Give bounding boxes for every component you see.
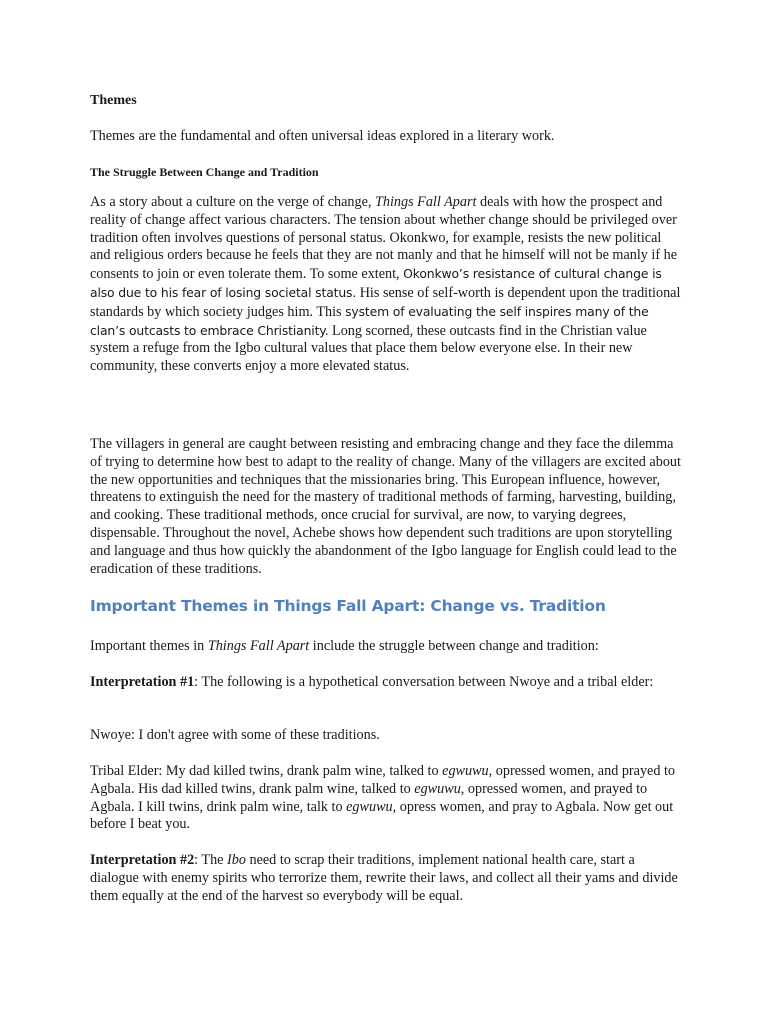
p1-text-f: Long scorned, these outcasts find in the Christian value system a refuge from the Igbo cultural values that place them below everyone else. In their new community, these converts enjoy a more elevated status. xyxy=(90,322,647,375)
elder-text-c: , opressed women, and prayed to Agbala. I kill twins, drink palm wine, talk to xyxy=(90,780,648,815)
themes-intro: Themes are the fundamental and often universal ideas explored in a literary work. xyxy=(90,128,555,144)
novel-title: Things Fall Apart xyxy=(207,638,310,654)
important-themes-heading: Important Themes in Things Fall Apart: Change vs. Tradition xyxy=(90,597,606,615)
change-tradition-paragraph-1 xyxy=(90,194,685,376)
interpretation-2 xyxy=(90,852,685,905)
interpretation-1-text: : The following is a hypothetical conversation between Nwoye and a tribal elder: xyxy=(194,674,654,690)
important-themes-intro xyxy=(90,638,685,656)
p1-text-a: As a story about a culture on the verge of change, xyxy=(90,194,375,210)
ibo-term: Ibo xyxy=(227,852,246,868)
interpretation-2-text-b: need to scrap their traditions, implement national health care, start a dialogue with enemy spirits who terrorize them, rewrite their laws, and collect all their yams and divide them equally at the end of the harvest so everybody will be equal. xyxy=(90,852,678,904)
interpretation-2-text-a: : The xyxy=(194,852,228,868)
interpretation-2-label: Interpretation #2 xyxy=(90,852,195,868)
nwoye-line: Nwoye: I don't agree with some of these traditions. xyxy=(90,727,380,743)
egwuwu-term: egwuwu xyxy=(442,763,489,779)
p1-text-d: His sense of self-worth is dependent upon the traditional standards by which society judges him. This xyxy=(90,284,681,320)
elder-text-b: , opressed women, and prayed to Agbala. His dad killed twins, drank palm wine, talked to xyxy=(90,763,676,797)
p1-text-b: deals with how the prospect and reality of change affect various characters. The tension about whether change should be privileged over tradition often involves questions of personal status. Okonkwo, for example, resists the new political and religious orders because he feels that they are not manly and that he himself will not be manly if he consents to join or even tolerate them. To some extent, xyxy=(90,194,678,283)
egwuwu-term: egwuwu xyxy=(414,780,461,797)
p1-text-c: Okonkwo’s resistance of cultural change is also due to his fear of losing societal status. xyxy=(90,266,662,300)
interpretation-1 xyxy=(90,674,685,692)
intro-text-a: Important themes in xyxy=(90,638,208,654)
change-tradition-paragraph-2: The villagers in general are caught between resisting and embracing change and they face the dilemma of trying to determine how best to adapt to the reality of change. Many of the villagers are excited about the new opportunities and techniques that the missionaries bring. This European influence, however, threatens to extinguish the need for the mastery of traditional methods of farming, harvesting, building, and cooking. These traditional methods, once crucial for survival, are now, to varying degrees, dispensable. Throughout the novel, Achebe shows how dependent such traditions are upon storytelling and language and thus how quickly the abandonment of the Igbo language for English could lead to the eradication of these traditions. xyxy=(90,436,681,577)
elder-text-a: Tribal Elder: My dad killed twins, drank palm wine, talked to xyxy=(90,763,443,779)
p1-text-e: system of evaluating the self inspires many of the clan’s outcasts to embrace Christianity. xyxy=(90,303,649,338)
interpretation-1-label: Interpretation #1 xyxy=(90,674,195,690)
tribal-elder-line xyxy=(90,763,685,834)
struggle-heading: The Struggle Between Change and Tradition xyxy=(90,165,319,179)
themes-heading: Themes xyxy=(90,93,137,108)
intro-text-b: include the struggle between change and tradition: xyxy=(309,638,599,654)
elder-text-d: opress women, and pray to Agbala. Now get out before I beat you. xyxy=(90,798,674,833)
egwuwu-term: egwuwu, xyxy=(346,798,397,815)
novel-title: Things Fall Apart xyxy=(374,194,477,210)
